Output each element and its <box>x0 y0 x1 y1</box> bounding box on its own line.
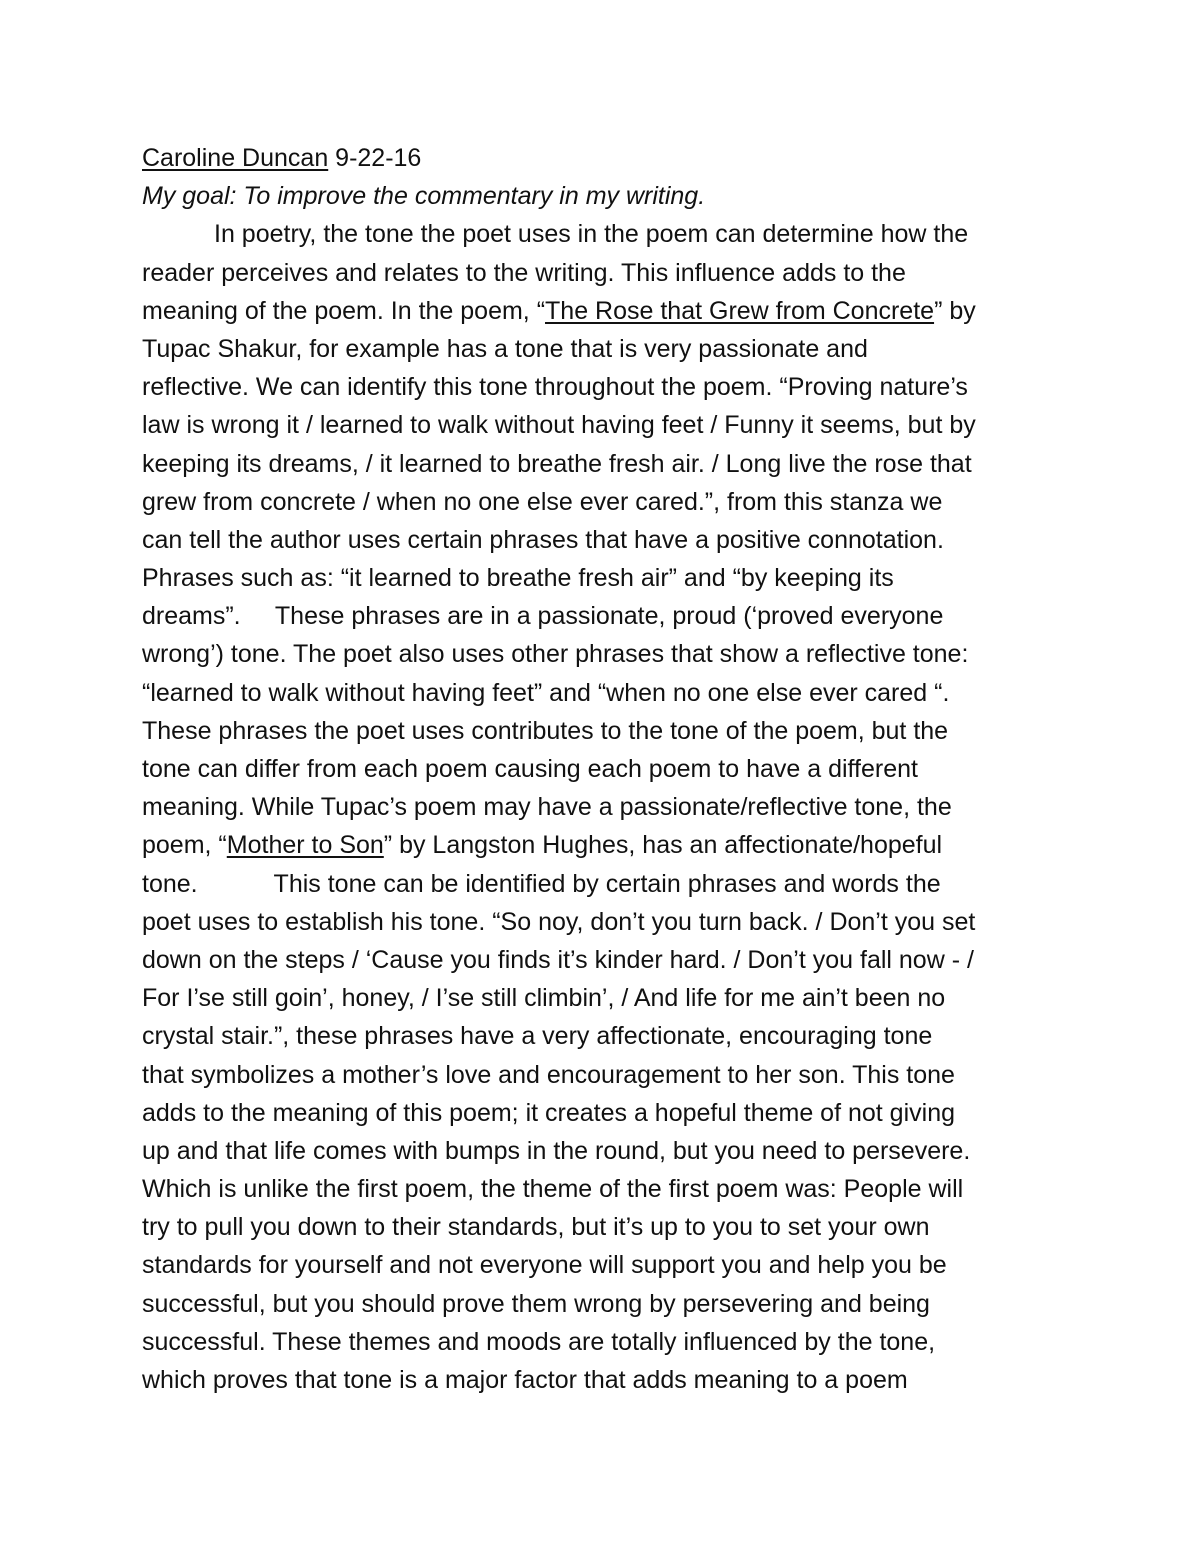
essay-line <box>142 1361 1102 1399</box>
poem-title: Mother to Son <box>226 831 384 860</box>
essay-text: law is wrong it / learned to walk without having feet / Funny it seems, but by <box>142 411 976 440</box>
essay-line <box>142 903 1102 941</box>
essay-text: Phrases such as: “it learned to breathe fresh air” and “by keeping its <box>142 564 894 593</box>
essay-line <box>142 1285 1102 1323</box>
essay-text: poem, “ <box>142 831 227 860</box>
essay-line <box>142 1132 1102 1170</box>
document-body <box>142 139 1102 1399</box>
poem-title: The Rose that Grew from Concrete <box>545 296 935 325</box>
essay-line <box>142 1170 1102 1208</box>
essay-line <box>142 1056 1102 1094</box>
essay-text: down on the steps / ‘Cause you finds it’s kinder hard. / Don’t you fall now - / <box>142 945 974 974</box>
essay-text: In poetry, the tone the poet uses in the poem can determine how the <box>214 220 969 249</box>
essay-line <box>142 445 1102 483</box>
essay-line <box>142 750 1102 788</box>
essay-paragraph <box>142 215 1102 1399</box>
essay-line <box>142 559 1102 597</box>
essay-line <box>142 330 1102 368</box>
essay-text: Tupac Shakur, for example has a tone that is very passionate and <box>142 334 868 363</box>
essay-text: meaning. While Tupac’s poem may have a passionate/reflective tone, the <box>142 793 952 822</box>
essay-line <box>142 865 1102 903</box>
essay-text: reflective. We can identify this tone throughout the poem. “Proving nature’s <box>142 373 968 402</box>
essay-line <box>142 979 1102 1017</box>
essay-text: Which is unlike the first poem, the theme of the first poem was: People will <box>142 1175 964 1204</box>
essay-line <box>142 788 1102 826</box>
essay-line <box>142 1094 1102 1132</box>
essay-line <box>142 941 1102 979</box>
essay-text: can tell the author uses certain phrases that have a positive connotation. <box>142 525 944 554</box>
essay-text: adds to the meaning of this poem; it creates a hopeful theme of not giving <box>142 1098 956 1127</box>
essay-text: tone can differ from each poem causing each poem to have a different <box>142 755 918 783</box>
essay-text: meaning of the poem. In the poem, “ <box>142 296 546 325</box>
essay-text: tone. This tone can be identified by certain phrases and words the <box>142 869 941 898</box>
essay-text: that symbolizes a mother’s love and encouragement to her son. This tone <box>142 1060 955 1089</box>
essay-line <box>142 292 1102 330</box>
essay-line <box>142 254 1102 292</box>
essay-text: which proves that tone is a major factor that adds meaning to a poem <box>142 1366 908 1394</box>
essay-line <box>142 215 1102 253</box>
author-name: Caroline Duncan <box>142 144 329 172</box>
essay-text: ” by <box>934 296 976 325</box>
essay-text: successful, but you should prove them wrong by persevering and being <box>142 1289 930 1318</box>
essay-text: For I’se still goin’, honey, / I’se still climbin’, / And life for me ain’t been no <box>142 984 946 1013</box>
essay-line <box>142 597 1102 635</box>
essay-text: dreams”. These phrases are in a passionate, proud (‘proved everyone <box>142 602 944 631</box>
essay-text: ” by Langston Hughes, has an affectionate/hopeful <box>383 831 943 860</box>
essay-line <box>142 521 1102 559</box>
document-date: 9-22-16 <box>328 144 422 172</box>
essay-line <box>142 712 1102 750</box>
essay-line <box>142 1246 1102 1284</box>
essay-text: try to pull you down to their standards, but it’s up to you to set your own <box>142 1213 930 1242</box>
essay-text: “learned to walk without having feet” and “when no one else ever cared “. <box>142 678 950 707</box>
essay-text: reader perceives and relates to the writing. This influence adds to the <box>142 258 906 287</box>
essay-line <box>142 406 1102 444</box>
essay-text: successful. These themes and moods are totally influenced by the tone, <box>142 1327 936 1356</box>
essay-text: up and that life comes with bumps in the round, but you need to persevere. <box>142 1136 971 1165</box>
essay-line <box>142 826 1102 864</box>
goal-statement: My goal: To improve the commentary in my writing. <box>142 182 706 211</box>
essay-text: wrong’) tone. The poet also uses other phrases that show a reflective tone: <box>142 640 969 669</box>
header-line <box>142 139 1102 177</box>
essay-line <box>142 674 1102 712</box>
essay-line <box>142 1323 1102 1361</box>
essay-text: poet uses to establish his tone. “So noy, don’t you turn back. / Don’t you set <box>142 907 976 936</box>
essay-line <box>142 635 1102 673</box>
essay-line <box>142 368 1102 406</box>
essay-text: crystal stair.”, these phrases have a very affectionate, encouraging tone <box>142 1022 933 1051</box>
essay-line <box>142 483 1102 521</box>
essay-text: standards for yourself and not everyone will support you and help you be <box>142 1251 947 1280</box>
essay-text: keeping its dreams, / it learned to breathe fresh air. / Long live the rose that <box>142 449 972 478</box>
essay-text: grew from concrete / when no one else ever cared.”, from this stanza we <box>142 487 943 516</box>
essay-text: These phrases the poet uses contributes to the tone of the poem, but the <box>142 716 949 745</box>
essay-line <box>142 1017 1102 1055</box>
essay-line <box>142 1208 1102 1246</box>
